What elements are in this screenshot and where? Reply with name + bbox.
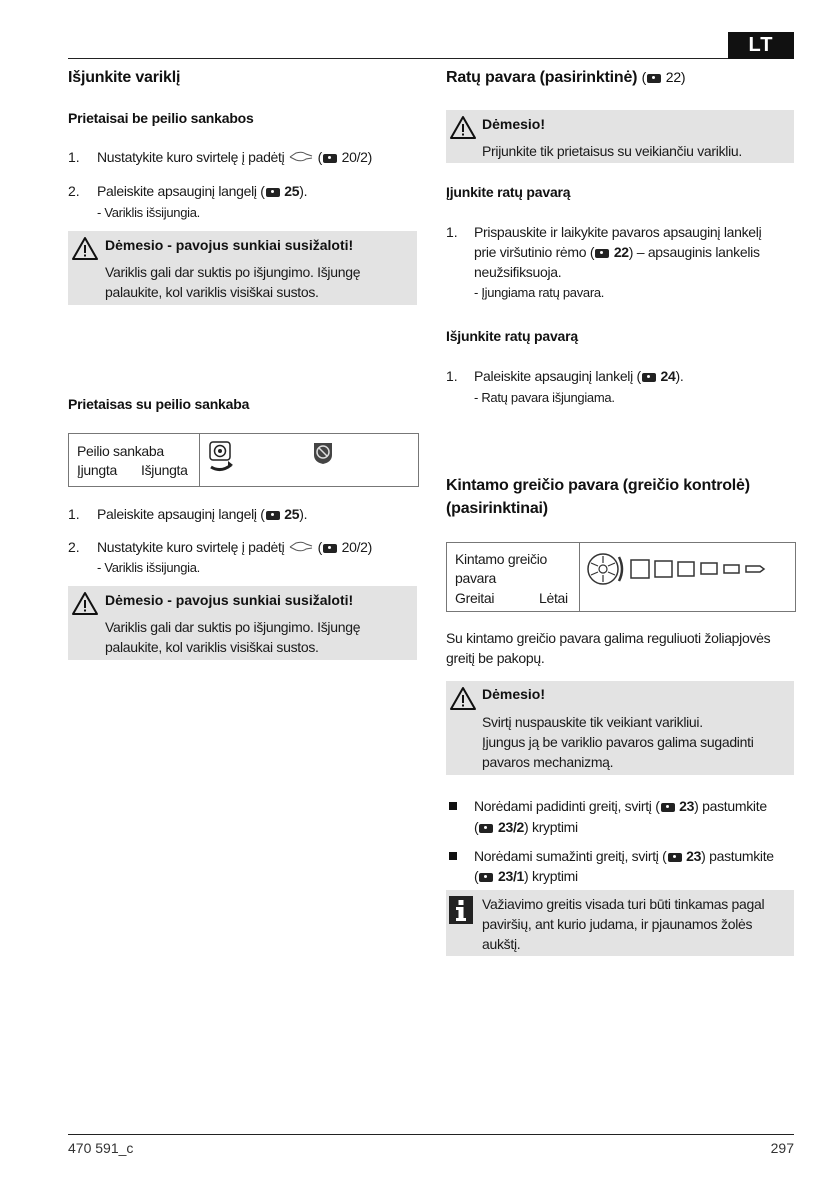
figure-ref: 25: [284, 183, 300, 199]
step-number: 1.: [68, 149, 80, 165]
subheading-disengage-drive: Išjunkite ratų pavarą: [446, 328, 578, 344]
language-tab: LT: [728, 32, 794, 59]
warning-box: [446, 110, 794, 163]
warning-text-line: palaukite, kol variklis visiškai sustos.: [105, 284, 319, 300]
blade-clutch-off-icon: [311, 441, 335, 465]
bullet-icon: [449, 802, 457, 810]
figure-ref: 22: [665, 69, 681, 85]
bullet-text-line: [474, 796, 767, 816]
figure-ref: 20/2: [341, 539, 368, 555]
bullet-icon: [449, 852, 457, 860]
step-number: 1.: [446, 224, 458, 240]
warning-text-line: pavaros mechanizmą.: [482, 754, 614, 770]
table-label-off: Išjungta: [141, 462, 188, 478]
step-text: [97, 504, 307, 524]
section-title-variable-speed-line2: (pasirinktinai): [446, 500, 548, 517]
document-code: 470 591_c: [68, 1140, 134, 1156]
step-text: Nustatykite kuro svirtelę į padėtį ( 20/2): [97, 149, 373, 165]
section-title-variable-speed: Kintamo greičio pavara (greičio kontrolė): [446, 477, 750, 494]
step-text-line: Prispauskite ir laikykite pavaros apsauginį lankelį: [474, 224, 762, 240]
warning-title: Dėmesio!: [482, 686, 546, 702]
warning-text-line: palaukite, kol variklis visiškai sustos.: [105, 639, 319, 655]
figure-ref-icon: [479, 873, 493, 882]
step-text-main: Nustatykite kuro svirtelę į padėtį: [97, 149, 285, 165]
step-text-main: Nustatykite kuro svirtelę į padėtį: [97, 539, 285, 555]
warning-text-line: Prijunkite tik prietaisus su veikiančiu varikliu.: [482, 143, 742, 159]
step-number: 2.: [68, 539, 80, 555]
paragraph-line: greitį be pakopų.: [446, 650, 545, 666]
step-text-main: Paleiskite apsauginį langelį (: [97, 506, 265, 522]
figure-ref: 20/2: [341, 149, 368, 165]
section-title-text: Ratų pavara (pasirinktinė): [446, 69, 638, 86]
warning-text-line: Svirtį nuspauskite tik veikiant varikliui.: [482, 714, 703, 730]
bullet-text-tail: ) pastumkite: [701, 848, 774, 864]
step-number: 1.: [68, 506, 80, 522]
figure-ref-icon: [642, 373, 656, 382]
warning-text-line: Įjungus ją be variklio pavaros galima sugadinti: [482, 734, 754, 750]
step-result: - Įjungiama ratų pavara.: [474, 285, 605, 300]
step-text: [97, 181, 307, 201]
step-text-line: neužsifiksuoja.: [474, 264, 562, 280]
bullet-text-tail: kryptimi: [528, 819, 578, 835]
figure-ref: 23/1: [497, 868, 525, 884]
figure-ref-icon: [266, 188, 280, 197]
info-icon: [449, 896, 473, 924]
step-text-main: prie viršutinio rėmo (: [474, 244, 595, 260]
info-text-line: Važiavimo greitis visada turi būti tinkamas pagal: [482, 896, 765, 912]
figure-ref-icon: [668, 853, 682, 862]
step-text-tail: ) – apsauginis lankelis: [628, 244, 760, 260]
bullet-text-line: ( 23/2) kryptimi: [474, 819, 578, 835]
subheading-engage-drive: Įjunkite ratų pavarą: [446, 184, 571, 200]
figure-ref: 23/2: [497, 819, 525, 835]
figure-ref-icon: [647, 74, 661, 83]
speed-scale-icon: [585, 549, 785, 589]
variable-speed-table: [446, 542, 796, 612]
bullet-text-tail: kryptimi: [528, 868, 578, 884]
warning-triangle-icon: [449, 686, 477, 711]
warning-box: [68, 231, 417, 305]
table-label-on: Įjungta: [77, 462, 117, 478]
step-result: - Variklis išsijungia.: [97, 560, 200, 575]
warning-triangle-icon: [449, 115, 477, 140]
paragraph-line: Su kintamo greičio pavara galima reguliuoti žoliapjovės: [446, 630, 771, 646]
figure-ref-icon: [595, 249, 609, 258]
figure-ref: 24: [660, 368, 676, 384]
step-text-tail: ).: [299, 506, 308, 522]
bullet-text-main: Norėdami padidinti greitį, svirtį (: [474, 798, 660, 814]
warning-title: Dėmesio - pavojus sunkiai susižaloti!: [105, 237, 354, 253]
step-text-tail: ).: [299, 183, 308, 199]
info-text-line: aukštį.: [482, 936, 521, 952]
bullet-text-line: [474, 846, 774, 866]
step-text: [474, 366, 683, 386]
warning-triangle-icon: [71, 591, 99, 616]
step-number: 2.: [68, 183, 80, 199]
warning-title: Dėmesio!: [482, 116, 546, 132]
figure-ref-icon: [323, 154, 337, 163]
section-title-wheel-drive: Ratų pavara (pasirinktinė) ( 22): [446, 69, 686, 86]
footer-rule: [68, 1134, 794, 1135]
choke-lever-icon: [288, 151, 314, 163]
subheading-no-blade-clutch: Prietaisai be peilio sankabos: [68, 110, 254, 126]
figure-ref: 23: [686, 848, 702, 864]
header-rule: [68, 58, 728, 59]
choke-lever-icon: [288, 541, 314, 553]
table-label: pavara: [455, 570, 497, 586]
table-label-slow: Lėtai: [539, 590, 568, 606]
step-text-line: [474, 242, 760, 262]
warning-triangle-icon: [71, 236, 99, 261]
figure-ref-icon: [479, 824, 493, 833]
figure-ref-icon: [323, 544, 337, 553]
figure-ref: 22: [613, 244, 629, 260]
subheading-blade-clutch: Prietaisas su peilio sankaba: [68, 396, 250, 412]
bullet-text-line: ( 23/1) kryptimi: [474, 868, 578, 884]
section-title-engine-off: Išjunkite variklį: [68, 69, 181, 86]
table-label: Peilio sankaba: [77, 443, 164, 459]
warning-box: [68, 586, 417, 660]
table-label-fast: Greitai: [455, 590, 495, 606]
blade-clutch-table: [68, 433, 419, 487]
step-text-main: Paleiskite apsauginį langelį (: [97, 183, 265, 199]
warning-text-line: Variklis gali dar suktis po išjungimo. Išjungę: [105, 619, 361, 635]
info-text-line: paviršių, ant kurio judama, ir pjaunamos žolės: [482, 916, 753, 932]
figure-ref-icon: [266, 511, 280, 520]
step-result: - Ratų pavara išjungiama.: [474, 390, 615, 405]
step-result: - Variklis išsijungia.: [97, 205, 200, 220]
info-box: [446, 890, 794, 956]
warning-title: Dėmesio - pavojus sunkiai susižaloti!: [105, 592, 354, 608]
step-number: 1.: [446, 368, 458, 384]
blade-clutch-on-icon: [209, 441, 235, 475]
figure-ref: 25: [284, 506, 300, 522]
figure-ref: 23: [679, 798, 695, 814]
step-text: Nustatykite kuro svirtelę į padėtį ( 20/2): [97, 539, 373, 555]
bullet-text-main: Norėdami sumažinti greitį, svirtį (: [474, 848, 667, 864]
step-text-main: Paleiskite apsauginį lankelį (: [474, 368, 641, 384]
page-number: 297: [770, 1140, 794, 1156]
table-label: Kintamo greičio: [455, 551, 547, 567]
warning-box: [446, 681, 794, 775]
step-text-tail: ).: [675, 368, 684, 384]
warning-text-line: Variklis gali dar suktis po išjungimo. Išjungę: [105, 264, 361, 280]
bullet-text-tail: ) pastumkite: [694, 798, 767, 814]
figure-ref-icon: [661, 803, 675, 812]
